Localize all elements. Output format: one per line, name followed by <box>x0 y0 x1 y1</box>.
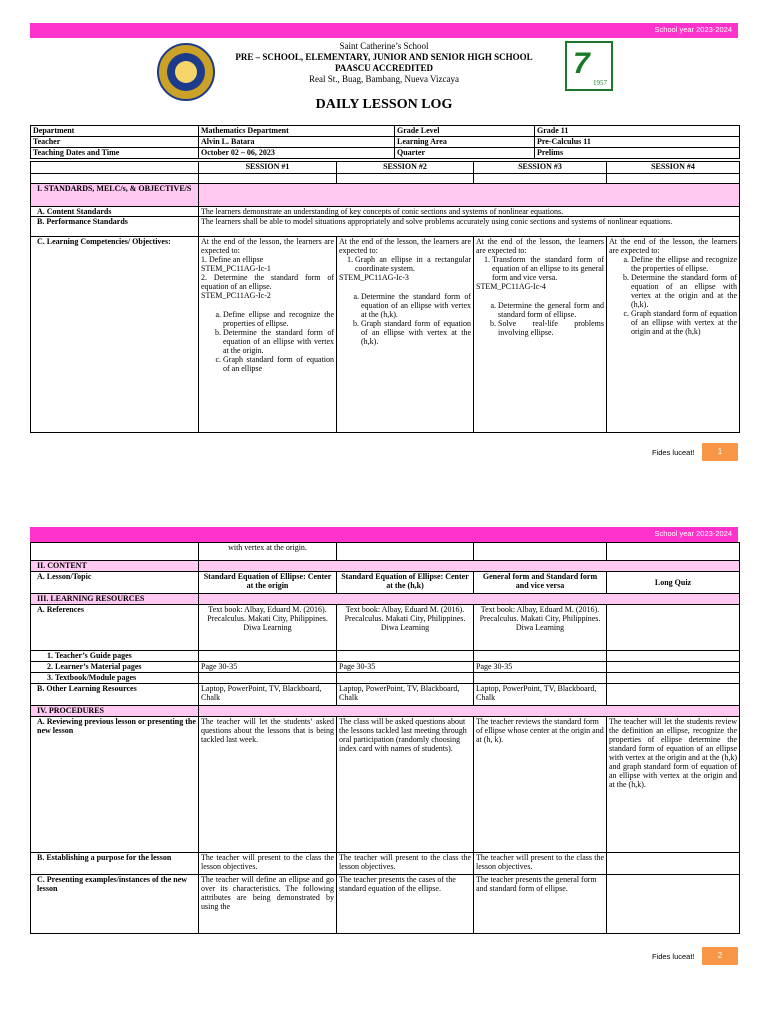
lm-pages-session-1: Page 30-35 <box>199 662 337 673</box>
dates-label: Teaching Dates and Time <box>31 148 199 159</box>
content-standards: The learners demonstrate an understanding of key concepts of conic sections and systems of nonlinear equations. <box>199 207 740 217</box>
page-number-1: 1 <box>702 443 738 461</box>
school-year-label-2: School year 2023-2024 <box>654 529 732 538</box>
reviewing-session-4: The teacher will let the students review the definition an ellipse, recognize the properties of ellipse determine the standard form of equation of an ellipse with vertex at the origin and at the (h,k) and graph standard form of equation of an ellipse with vertex at the origin and at the (h,k). <box>607 717 740 853</box>
anniversary-logo-icon: 7 1957 <box>565 41 613 91</box>
lesson-log-table-page1 <box>30 125 740 159</box>
school-name: Saint Catherine’s School <box>339 41 429 51</box>
examples-label: C. Presenting examples/instances of the new lesson <box>31 875 199 934</box>
session4-objectives: At the end of the lesson, the learners are expected to: a. Define the ellipse and recognize the properties of ellipse. b. Determine the standard form of equation of an ellipse with vertex at the origin and at the (h,k). c. Graph standard form of equation of an ellipse with vertex at the origin and at the (h,k) <box>607 237 740 433</box>
performance-standards: The learners shall be able to model situations appropriately and solve problems accurately using conic sections and systems of nonlinear equations. <box>199 217 740 237</box>
grade-value: Grade 11 <box>535 126 740 137</box>
content-standards-label: A. Content Standards <box>31 207 199 217</box>
grade-label: Grade Level <box>395 126 535 137</box>
examples-session-3: The teacher presents the general form and standard form of ellipse. <box>474 875 607 934</box>
references-label: A. References <box>31 605 199 651</box>
lm-pages-session-2: Page 30-35 <box>337 662 474 673</box>
other-resources-session-3: Laptop, PowerPoint, TV, Blackboard, Chalk <box>474 684 607 706</box>
area-value: Pre-Calculus 11 <box>535 137 740 148</box>
session-2-header: SESSION #2 <box>337 162 474 174</box>
footer-motto-1: Fides luceat! <box>652 448 695 457</box>
sessions-table-page2 <box>30 542 740 934</box>
school-year-bar <box>30 23 738 38</box>
page-number-2: 2 <box>702 947 738 965</box>
session3-objectives: At the end of the lesson, the learners are expected to: 1. Transform the standard form of equation of an ellipse to its general form and vice versa. STEM_PC11AG-Ic-4 a. Determine the general form and standard form of ellipse. b. Solve real-life problems involving ellipse. <box>474 237 607 433</box>
quarter-label: Quarter <box>395 148 535 159</box>
competencies-label: C. Learning Competencies/ Objectives: <box>31 237 199 433</box>
purpose-session-1: The teacher will present to the class the lesson objectives. <box>199 853 337 875</box>
quarter-value: Prelims <box>535 148 740 159</box>
document-title: DAILY LESSON LOG <box>315 97 453 112</box>
dates-value: October 02 – 06, 2023 <box>199 148 395 159</box>
objective-continuation: with vertex at the origin. <box>199 543 337 561</box>
session2-objectives: At the end of the lesson, the learners are expected to: 1. Graph an ellipse in a rectangular coordinate system. STEM_PC11AG-Ic-3 a. Determine the standard form of equation of an ellipse with vertex at the (h,k). b. Graph standard form of equation of an ellipse with vertex at the (h,k). <box>337 237 474 433</box>
examples-session-2: The teacher presents the cases of the standard equation of the ellipse. <box>337 875 474 934</box>
reviewing-session-2: The class will be asked questions about the lessons tackled last meeting through oral participation (randomly choosing index card with names of students). <box>337 717 474 853</box>
teacher-value: Alvin L. Batara <box>199 137 395 148</box>
teacher-label: Teacher <box>31 137 199 148</box>
logo-year: 1957 <box>593 79 607 87</box>
topic-session-2: Standard Equation of Ellipse: Center at the (h,k) <box>337 572 474 594</box>
textbook-pages-label: 3. Textbook/Module pages <box>31 673 199 684</box>
reference-session-2: Text book: Albay, Eduard M. (2016). Precalculus. Makati City, Philippines. Diwa Learning <box>337 605 474 651</box>
resources-section-label: III. LEARNING RESOURCES <box>31 594 199 605</box>
dept-label: Department <box>31 126 199 137</box>
footer-motto-2: Fides luceat! <box>652 952 695 961</box>
reference-session-1: Text book: Albay, Eduard M. (2016). Precalculus. Makati City, Philippines. Diwa Learning <box>199 605 337 651</box>
other-resources-label: B. Other Learning Resources <box>31 684 199 706</box>
performance-standards-label: B. Performance Standards <box>31 217 199 237</box>
procedures-section-label: IV. PROCEDURES <box>31 706 199 717</box>
topic-session-4: Long Quiz <box>607 572 740 594</box>
school-levels: PRE – SCHOOL, ELEMENTARY, JUNIOR AND SENIOR HIGH SCHOOL <box>235 52 533 62</box>
school-year-label: School year 2023-2024 <box>654 25 732 34</box>
sessions-table-page1 <box>30 161 740 433</box>
school-address: Real St., Buag, Bambang, Nueva Vizcaya <box>308 74 459 84</box>
learners-material-label: 2. Learner’s Material pages <box>31 662 199 673</box>
lm-pages-session-3: Page 30-35 <box>474 662 607 673</box>
section1-label: I. STANDARDS, MELC/s, & OBJECTIVE/S <box>31 184 199 207</box>
topic-label: A. Lesson/Topic <box>31 572 199 594</box>
content-section-label: II. CONTENT <box>31 561 199 572</box>
purpose-label: B. Establishing a purpose for the lesson <box>31 853 199 875</box>
reference-session-3: Text book: Albay, Eduard M. (2016). Precalculus. Makati City, Philippines. Diwa Learning <box>474 605 607 651</box>
reviewing-session-3: The teacher reviews the standard form of ellipse whose center at the origin and at (h, k). <box>474 717 607 853</box>
purpose-session-3: The teacher will present to the class the lesson objectives. <box>474 853 607 875</box>
teachers-guide-label: 1. Teacher’s Guide pages <box>31 651 199 662</box>
session-4-header: SESSION #4 <box>607 162 740 174</box>
school-year-bar-2 <box>30 527 738 542</box>
topic-session-3: General form and Standard form and vice versa <box>474 572 607 594</box>
school-accreditation: PAASCU ACCREDITED <box>334 63 434 73</box>
reviewing-session-1: The teacher will let the students’ asked questions about the lessons that is being tackled last week. <box>199 717 337 853</box>
dept-value: Mathematics Department <box>199 126 395 137</box>
reviewing-label: A. Reviewing previous lesson or presenting the new lesson <box>31 717 199 853</box>
school-header <box>0 41 768 85</box>
session-3-header: SESSION #3 <box>474 162 607 174</box>
session-1-header: SESSION #1 <box>199 162 337 174</box>
examples-session-1: The teacher will define an ellipse and go over its characteristics. The following attributes are being demonstrated by using the <box>199 875 337 934</box>
other-resources-session-2: Laptop, PowerPoint, TV, Blackboard, Chalk <box>337 684 474 706</box>
other-resources-session-1: Laptop, PowerPoint, TV, Blackboard, Chalk <box>199 684 337 706</box>
area-label: Learning Area <box>395 137 535 148</box>
purpose-session-2: The teacher will present to the class the lesson objectives. <box>337 853 474 875</box>
session1-objectives: At the end of the lesson, the learners are expected to: 1. Define an ellipse STEM_PC11AG-Ic-1 2. Determine the standard form of equation of an ellipse. STEM_PC11AG-Ic-2 a. Define ellipse and recognize the properties of ellipse. b. Determine the standard form of equation of an ellipse with vertex at the origin. c. Graph standard form of equation of an ellipse <box>199 237 337 433</box>
topic-session-1: Standard Equation of Ellipse: Center at the origin <box>199 572 337 594</box>
